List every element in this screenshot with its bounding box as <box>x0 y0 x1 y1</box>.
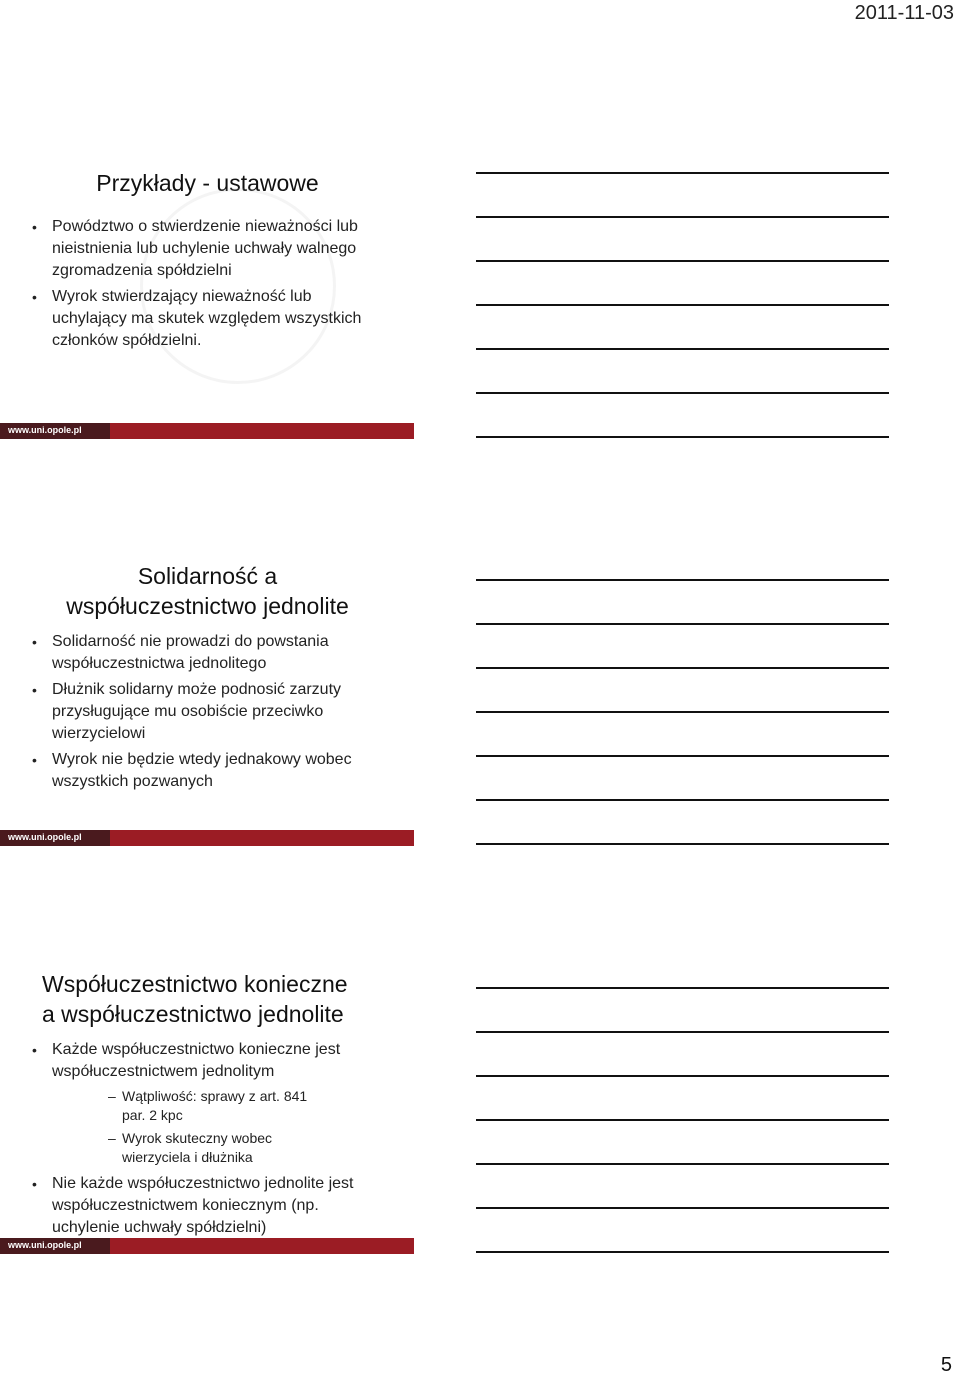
slide-1-bullet: • Wyrok stwierdzający nieważność lub uchylający ma skutek względem wszystkich członków spółdzielni. <box>0 286 415 352</box>
page-number: 5 <box>940 1354 952 1376</box>
slide-3-bullet: • Nie każde współuczestnictwo jednolite jest współuczestnictwem koniecznym (np. uchylenie uchwały spółdzielni) <box>0 1173 415 1239</box>
slide-3-subbullets <box>52 1087 375 1167</box>
slide-3-footer <box>0 1238 414 1254</box>
slide-3-bullets <box>0 1039 415 1239</box>
notes-lines-3 <box>476 987 889 1295</box>
slide-2-title <box>0 561 415 621</box>
notes-lines-2 <box>476 579 889 887</box>
slide-1-title-line: Przykłady - ustawowe <box>96 170 319 196</box>
slide-2-bullet: • Wyrok nie będzie wtedy jednakowy wobec wszystkich pozwanych <box>0 749 415 793</box>
slide-2-bullet: • Dłużnik solidarny może podnosić zarzuty przysługujące mu osobiście przeciwko wierzycielowi <box>0 679 415 745</box>
slide-1-footer <box>0 423 414 439</box>
slide-2-footer <box>0 830 414 846</box>
slide-3-bullet-text: Każde współuczestnictwo konieczne jest współuczestnictwem jednolitym <box>52 1041 341 1080</box>
slide-2-title-line: Solidarność a <box>137 563 278 589</box>
footer-url: www.uni.opole.pl <box>8 832 82 842</box>
slide-3-title-line: Współuczestnictwo konieczne <box>42 971 348 997</box>
slide-2-bullets <box>0 631 415 793</box>
footer-url: www.uni.opole.pl <box>8 1240 82 1250</box>
print-date: 2011-11-03 <box>854 2 954 24</box>
slide-3 <box>0 969 415 1239</box>
slide-3-subbullet: – Wątpliwość: sprawy z art. 841 par. 2 kpc <box>52 1087 375 1125</box>
slide-1 <box>0 168 415 352</box>
slide-2-bullet: • Solidarność nie prowadzi do powstania współuczestnictwa jednolitego <box>0 631 415 675</box>
slide-2-title-line: współuczestnictwo jednolite <box>66 593 349 619</box>
slide-3-title <box>0 969 415 1029</box>
slide-3-title-line: a współuczestnictwo jednolite <box>42 1001 344 1027</box>
slide-1-bullet: • Powództwo o stwierdzenie nieważności lub nieistnienia lub uchylenie uchwały walnego zgromadzenia spółdzielni <box>0 216 415 282</box>
slide-2 <box>0 561 415 793</box>
slide-3-bullet <box>0 1039 415 1167</box>
slide-3-subbullet: – Wyrok skuteczny wobec wierzyciela i dłużnika <box>52 1129 375 1167</box>
notes-lines-1 <box>476 172 889 480</box>
footer-url: www.uni.opole.pl <box>8 425 82 435</box>
